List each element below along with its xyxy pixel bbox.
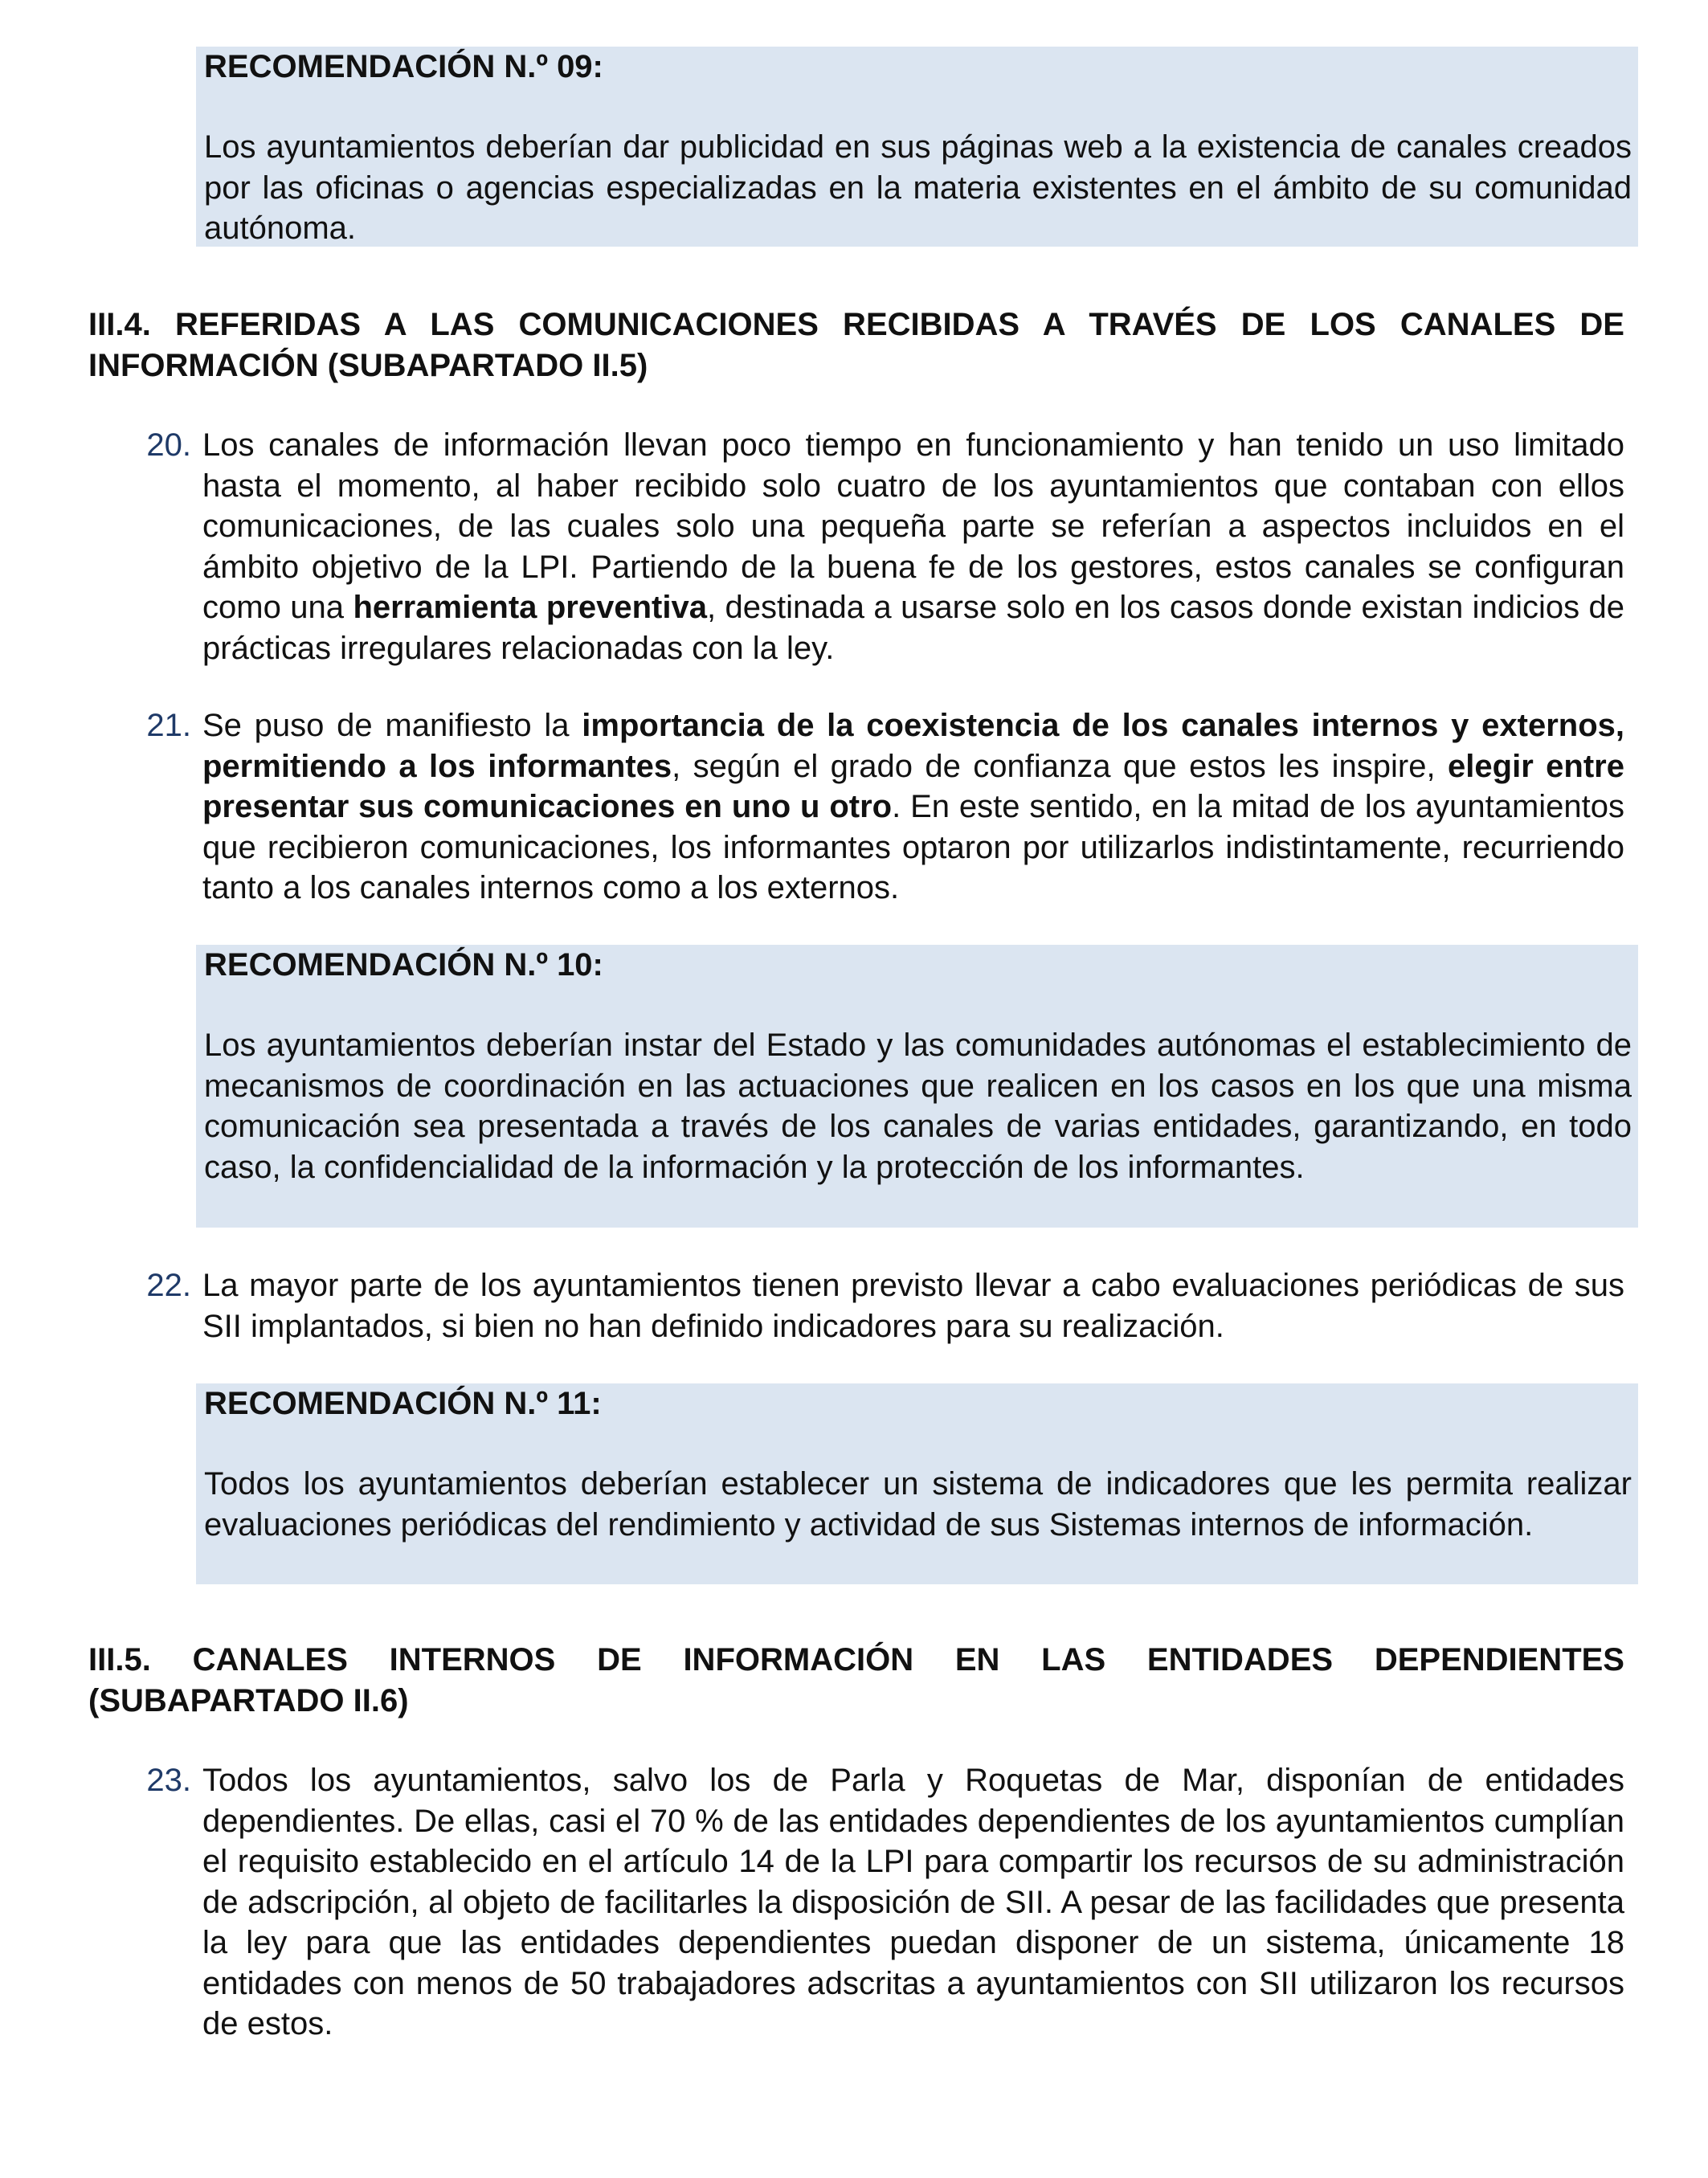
recommendation-title: RECOMENDACIÓN N.º 09: [204,49,603,84]
paragraph-text: Todos los ayuntamientos, salvo los de Parla y Roquetas de Mar, disponían de entidades dependientes. De ellas, casi el 70 % de las entidades dependientes de los ayuntamientos cumplían el requisito establecido en el artículo 14 de la LPI para compartir los recursos de su administración de adscripción, al objeto de facilitarles la disposición de SII. A pesar de las facilidades que presenta la ley para que las entidades dependientes puedan disponer de un sistema, únicamente 18 entidades con menos de 50 trabajadores adscritas a ayuntamientos con SII utilizaron los recursos de estos. [202,1763,1624,2041]
section-heading-iii-5 [88,1640,1624,1721]
numbered-paragraph-21 [141,705,1624,941]
recommendation-text: Los ayuntamientos deberían dar publicidad en sus páginas web a la existencia de canales creados por las oficinas o agencias especializadas en la materia existentes en el ámbito de su comunidad autónoma. [204,129,1632,246]
recommendation-text: Los ayuntamientos deberían instar del Estado y las comunidades autónomas el establecimiento de mecanismos de coordinación en las actuaciones que realicen en los casos en los que una misma comunicación sea presentada a través de los canales de varias entidades, garantizando, en todo caso, la confidencialidad de la información y la protección de los informantes. [204,1028,1632,1185]
recommendation-title: RECOMENDACIÓN N.º 11: [204,1386,602,1421]
paragraph-text-run: Se puso de manifiesto la [202,708,582,743]
section-heading-line: III.4. REFERIDAS A LAS COMUNICACIONES RECIBIDAS A TRAVÉS DE LOS CANALES DE [88,307,1624,342]
paragraph-text-run: , según el grado de confianza que estos les inspire, [672,748,1449,784]
paragraph-number: 22. [146,1268,191,1303]
section-heading-line: III.5. CANALES INTERNOS DE INFORMACIÓN EN LAS ENTIDADES DEPENDIENTES [88,1642,1624,1677]
recommendation-box-09 [196,47,1638,247]
paragraph-bold-run: herramienta preventiva [353,590,707,625]
section-heading-iii-4 [88,304,1624,386]
paragraph-text [202,705,1624,909]
recommendation-title: RECOMENDACIÓN N.º 10: [204,947,603,983]
paragraph-bold-run: elegir entre presentar sus comunicaciones en uno u otro [202,748,1624,824]
paragraph-text-run: . En este sentido, en la mitad de los ayuntamientos que recibieron comunicaciones, los informantes optaron por utilizarlos indistintamente, recurriendo tanto a los canales internos como a los externos. [202,789,1625,905]
paragraph-text: La mayor parte de los ayuntamientos tienen previsto llevar a cabo evaluaciones periódicas de sus SII implantados, si bien no han definido indicadores para su realización. [202,1268,1624,1344]
numbered-paragraph-22 [141,1265,1624,1379]
recommendation-box-11 [196,1383,1638,1584]
numbered-paragraph-23 [141,1760,1624,2077]
paragraph-text-run: , destinada a usarse solo en los casos donde existan indicios de prácticas irregulares relacionadas con la ley. [202,590,1625,666]
section-heading-line: (SUBAPARTADO II.6) [88,1682,409,1718]
paragraph-number: 23. [146,1763,191,1798]
paragraph-number: 20. [146,427,191,463]
section-heading-line: INFORMACIÓN (SUBAPARTADO II.5) [88,347,648,383]
paragraph-text-run: Los canales de información llevan poco tiempo en funcionamiento y han tenido un uso limitado hasta el momento, al haber recibido solo cuatro de los ayuntamientos que contaban con ellos comunicaciones, de las cuales solo una pequeña parte se referían a aspectos incluidos en el ámbito objetivo de la LPI. Partiendo de la buena fe de los gestores, estos canales se configuran como una [202,427,1624,625]
numbered-paragraph-20 [141,425,1624,701]
recommendation-box-10 [196,945,1638,1228]
recommendation-text: Todos los ayuntamientos deberían establecer un sistema de indicadores que les permita realizar evaluaciones periódicas del rendimiento y actividad de sus Sistemas internos de información. [204,1466,1632,1543]
paragraph-bold-run: importancia de la coexistencia de los canales internos y externos, permitiendo a los informantes [202,708,1624,784]
paragraph-number: 21. [146,708,191,743]
paragraph-text [202,425,1624,668]
